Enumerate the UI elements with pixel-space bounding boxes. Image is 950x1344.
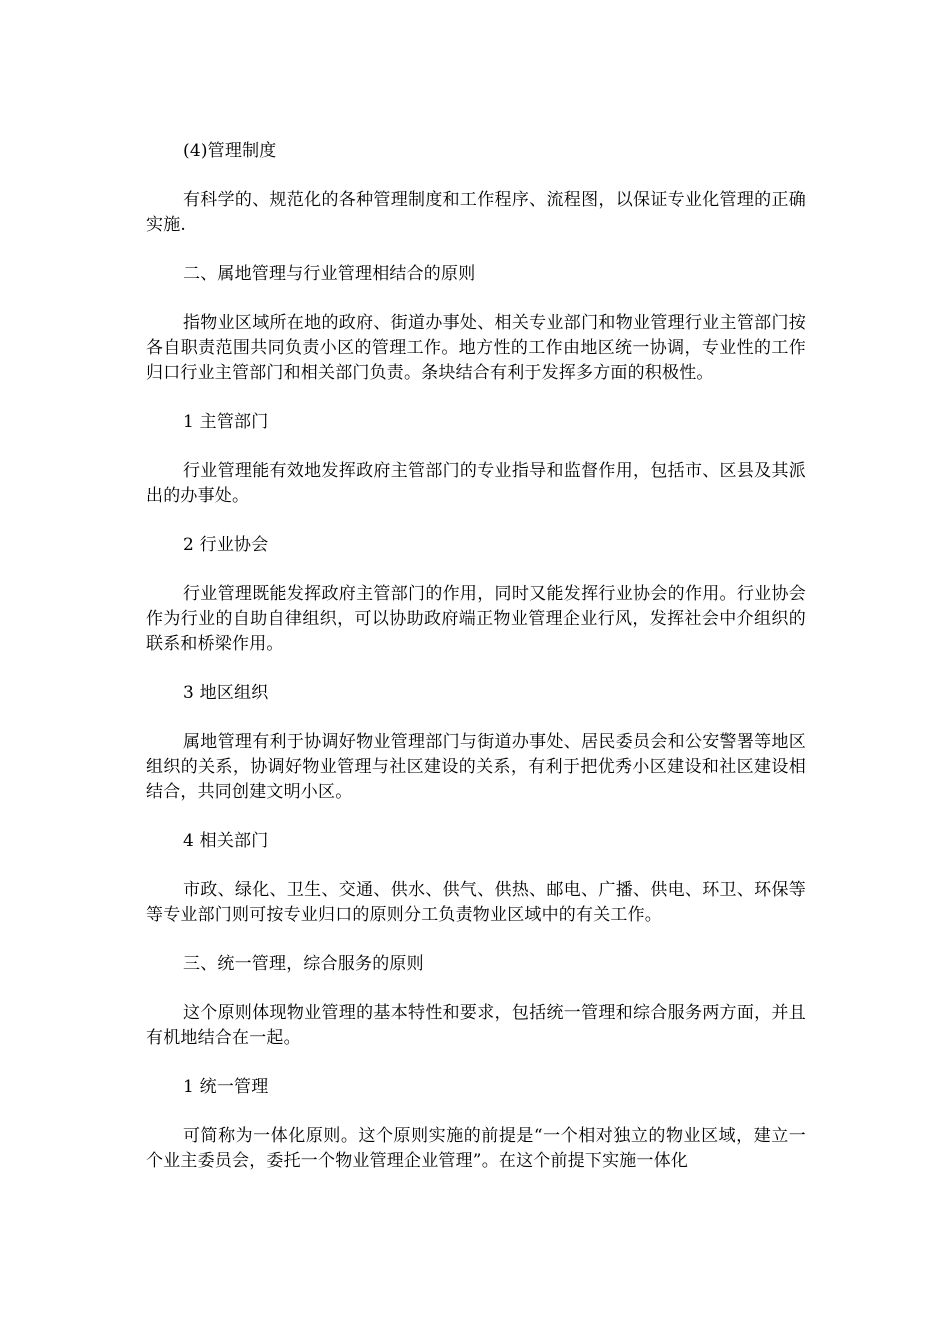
- paragraph-principle-three: 这个原则体现物业管理的基本特性和要求，包括统一管理和综合服务两方面，并且有机地结合在一起。: [146, 1003, 806, 1048]
- paragraph-related-departments: 市政、绿化、卫生、交通、供水、供气、供热、邮电、广播、供电、环卫、环保等等专业部门则可按专业归口的原则分工负责物业区域中的有关工作。: [146, 880, 806, 925]
- heading-competent-department: 1 主管部门: [183, 412, 269, 432]
- document-page: [146, 139, 806, 1198]
- heading-related-departments: 4 相关部门: [183, 831, 269, 851]
- paragraph-industry-association: 行业管理既能发挥政府主管部门的作用，同时又能发挥行业协会的作用。行业协会作为行业的自助自律组织，可以协助政府端正物业管理企业行风，发挥社会中介组织的联系和桥梁作用。: [146, 584, 806, 654]
- paragraph-management-system: 有科学的、规范化的各种管理制度和工作程序、流程图，以保证专业化管理的正确实施.: [146, 190, 806, 235]
- heading-principle-three: 三、统一管理，综合服务的原则: [183, 954, 424, 974]
- heading-industry-association: 2 行业协会: [183, 535, 269, 555]
- paragraph-principle-two: 指物业区域所在地的政府、街道办事处、相关专业部门和物业管理行业主管部门按各自职责范围共同负责小区的管理工作。地方性的工作由地区统一协调，专业性的工作归口行业主管部门和相关部门负责。条块结合有利于发挥多方面的积极性。: [146, 313, 806, 383]
- heading-management-system: (4)管理制度: [183, 141, 277, 161]
- paragraph-competent-department: 行业管理能有效地发挥政府主管部门的专业指导和监督作用，包括市、区县及其派出的办事处。: [146, 461, 806, 506]
- heading-unified-management: 1 统一管理: [183, 1077, 269, 1097]
- paragraph-unified-management: 可简称为一体化原则。这个原则实施的前提是“一个相对独立的物业区域，建立一个业主委员会，委托一个物业管理企业管理”。在这个前提下实施一体化: [146, 1126, 806, 1171]
- paragraph-regional-organization: 属地管理有利于协调好物业管理部门与街道办事处、居民委员会和公安警署等地区组织的关系，协调好物业管理与社区建设的关系，有利于把优秀小区建设和社区建设相结合，共同创建文明小区。: [146, 732, 806, 802]
- heading-principle-two: 二、属地管理与行业管理相结合的原则: [183, 264, 476, 284]
- heading-regional-organization: 3 地区组织: [183, 683, 269, 703]
